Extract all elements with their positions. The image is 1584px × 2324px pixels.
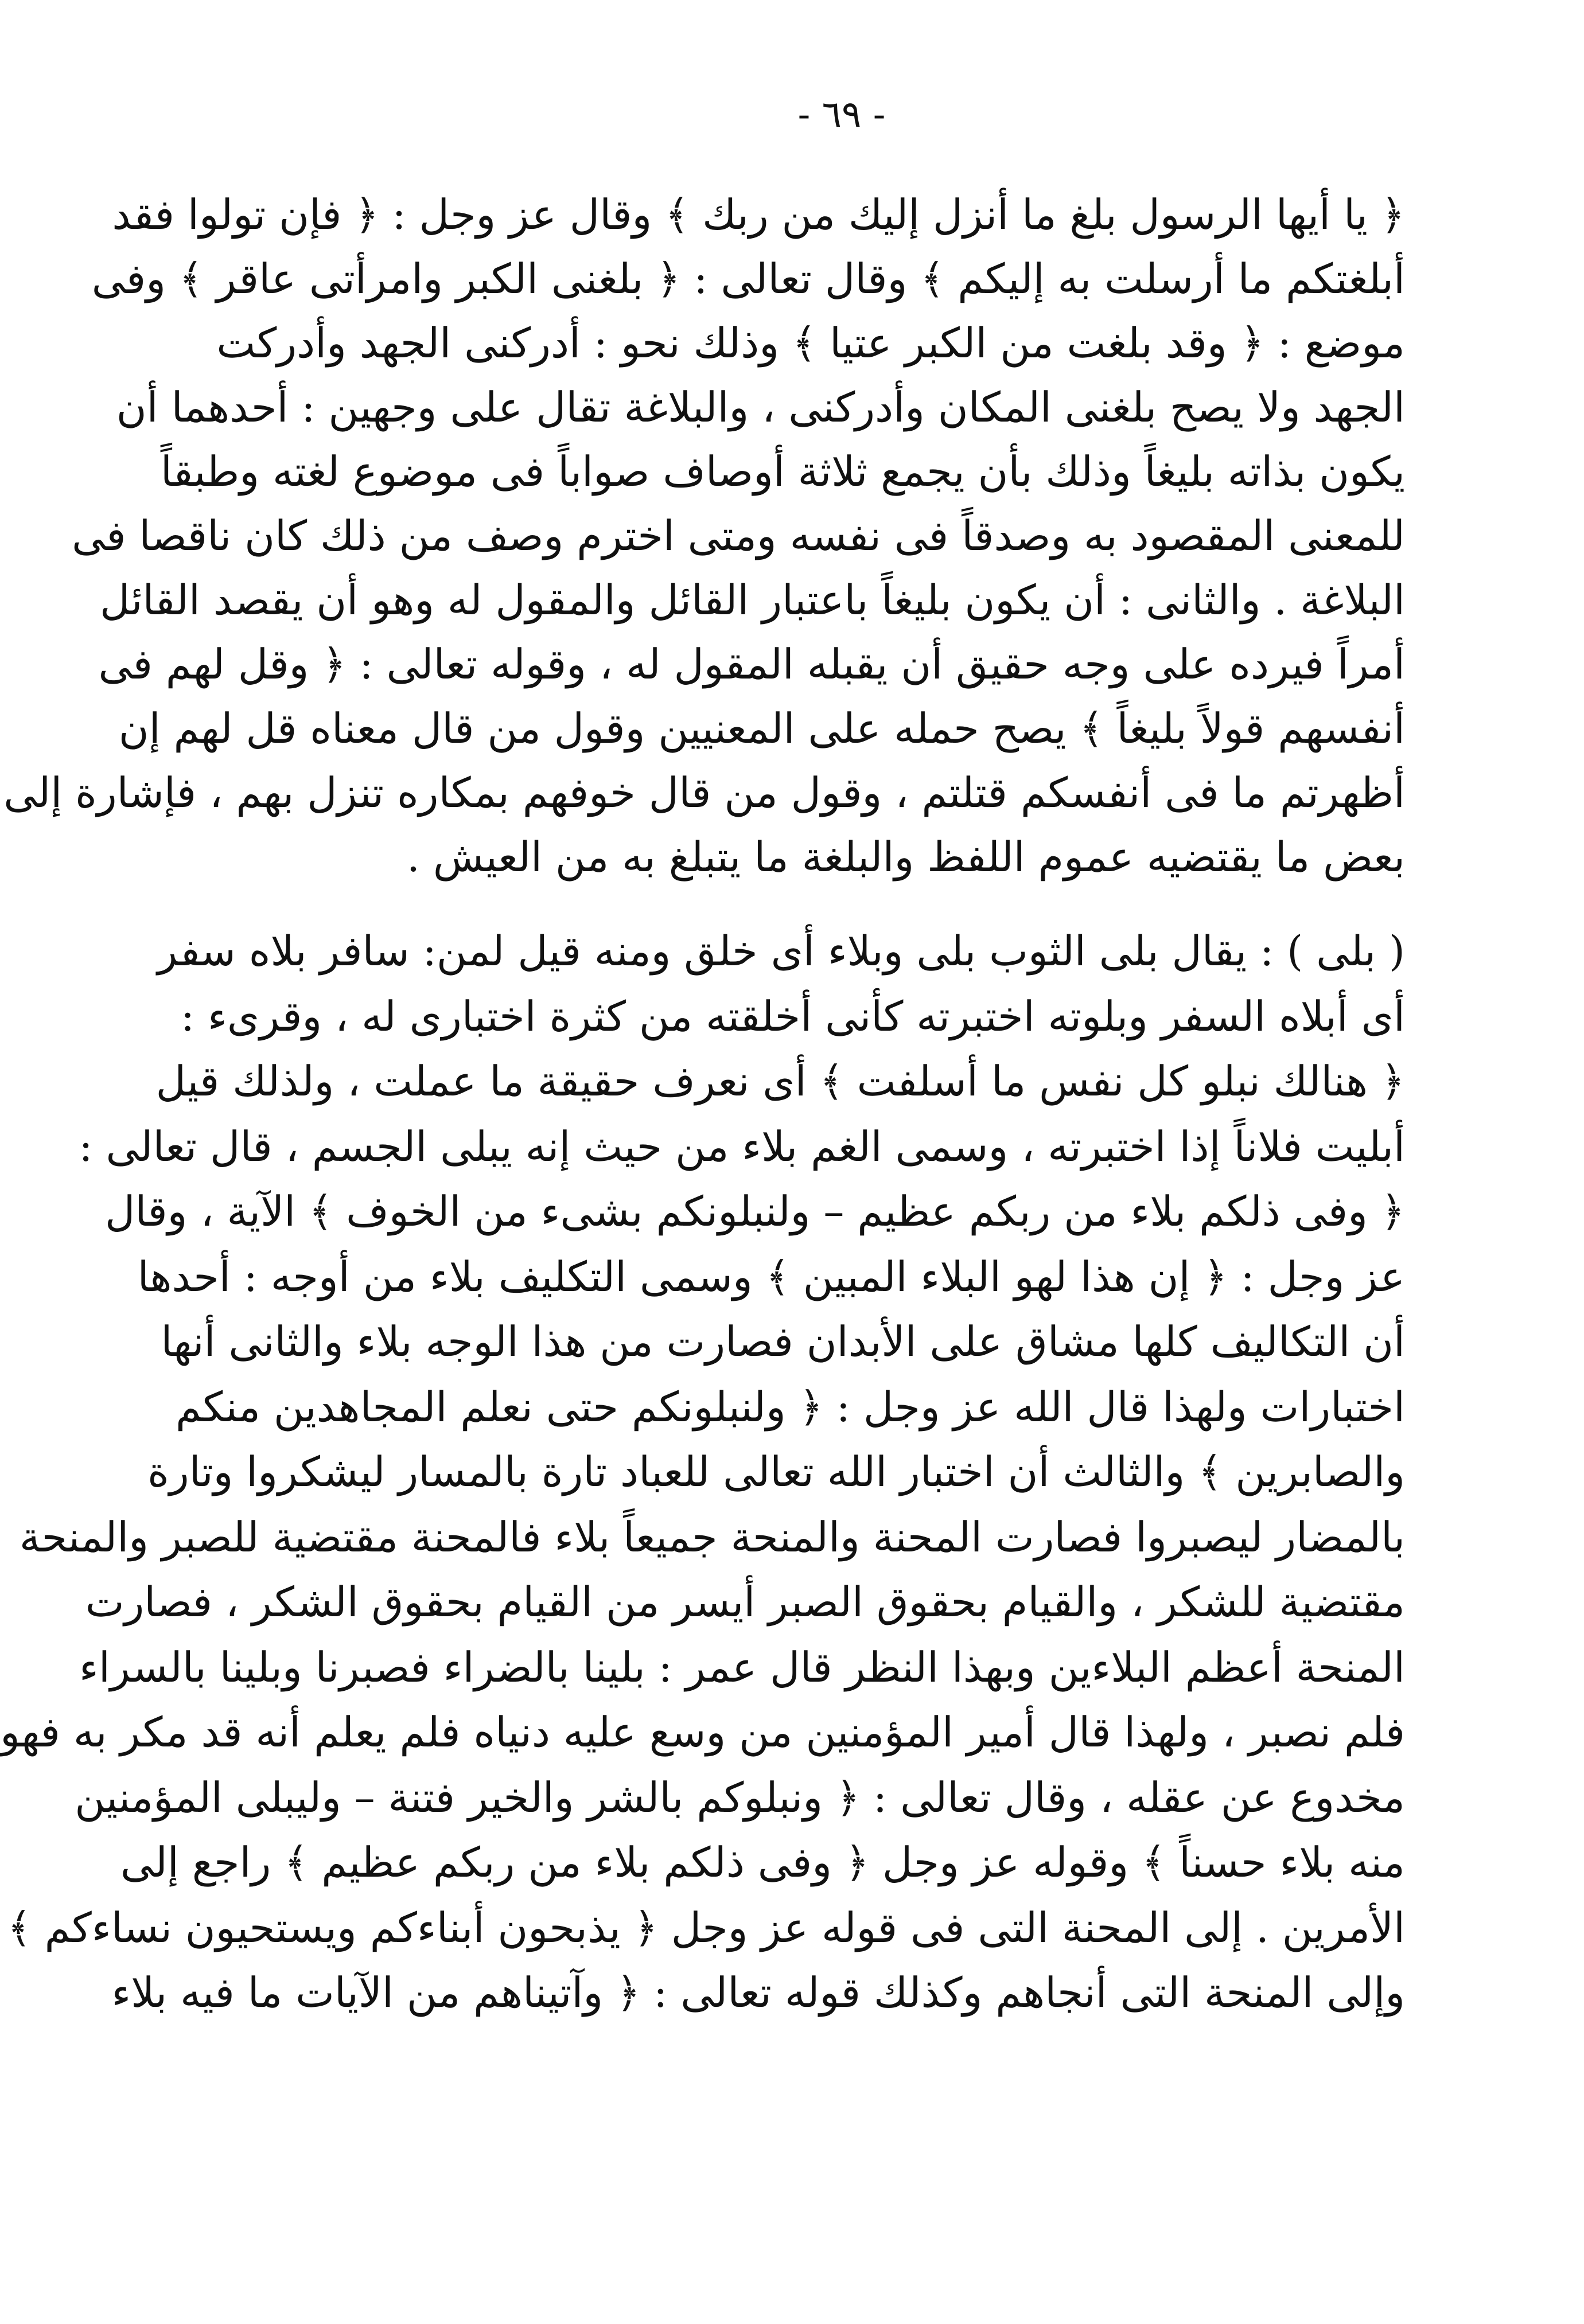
text-line: الجهد ولا يصح بلغنى المكان وأدركنى ، والبلاغة تقال على وجهين : أحدهما أن (116, 383, 1405, 431)
text-line: والصابرين ﴾ والثالث أن اختبار الله تعالى للعباد تارة بالمسار ليشكروا وتارة (147, 1448, 1405, 1496)
text-line: أظهرتم ما فى أنفسكم قتلتم ، وقول من قال خوفهم بمكاره تنزل بهم ، فإشارة إلى (3, 769, 1405, 817)
text-line: موضع : ﴿ وقد بلغت من الكبر عتيا ﴾ وذلك نحو : أدركنى الجهد وأدركت (216, 319, 1405, 367)
text-line: يكون بذاته بليغاً وذلك بأن يجمع ثلاثة أوصاف صواباً فى موضوع لغته وطبقاً (160, 447, 1405, 496)
text-line: أبلغتكم ما أرسلت به إليكم ﴾ وقال تعالى : ﴿ بلغنى الكبر وامرأتى عاقر ﴾ وفى (91, 255, 1405, 303)
text-line: أى أبلاه السفر وبلوته اختبرته كأنى أخلقته من كثرة اختبارى له ، وقرىء : (180, 992, 1405, 1040)
text-line: مخدوع عن عقله ، وقال تعالى : ﴿ ونبلوكم بالشر والخير فتنة – وليبلى المؤمنين (75, 1773, 1405, 1822)
text-line: أبليت فلاناً إذا اختبرته ، وسمى الغم بلاء من حيث إنه يبلى الجسم ، قال تعالى : (79, 1122, 1405, 1171)
text-line: مقتضية للشكر ، والقيام بحقوق الصبر أيسر من القيام بحقوق الشكر ، فصارت (85, 1578, 1405, 1626)
text-line: أن التكاليف كلها مشاق على الأبدان فصارت من هذا الوجه بلاء والثانى أنها (161, 1317, 1405, 1366)
text-line: وإلى المنحة التى أنجاهم وكذلك قوله تعالى : ﴿ وآتيناهم من الآيات ما فيه بلاء (111, 1968, 1405, 2017)
text-line: ﴿ يا أيها الرسول بلغ ما أنزل إليك من ربك ﴾ وقال عز وجل : ﴿ فإن تولوا فقد (112, 190, 1405, 239)
text-line: بالمضار ليصبروا فصارت المحنة والمنحة جميعاً بلاء فالمحنة مقتضية للصبر والمنحة (19, 1512, 1405, 1561)
text-line: ﴿ وفى ذلكم بلاء من ربكم عظيم – ولنبلونكم بشىء من الخوف ﴾ الآية ، وقال (105, 1187, 1405, 1235)
text-line: منه بلاء حسناً ﴾ وقوله عز وجل ﴿ وفى ذلكم بلاء من ربكم عظيم ﴾ راجع إلى (120, 1838, 1405, 1886)
text-line: ( بلى ) : يقال بلى الثوب بلى وبلاء أى خلق ومنه قيل لمن: سافر بلاه سفر (157, 927, 1405, 975)
text-line: الأمرين . إلى المحنة التى فى قوله عز وجل ﴿ يذبحون أبناءكم ويستحيون نساءكم ﴾ (7, 1903, 1405, 1952)
text-line: أنفسهم قولاً بليغاً ﴾ يصح حمله على المعنيين وقول من قال معناه قل لهم إن (118, 704, 1405, 752)
text-line: فلم نصبر ، ولهذا قال أمير المؤمنين من وسع عليه دنياه فلم يعلم أنه قد مكر به فهو (0, 1708, 1405, 1756)
page-number: - ٦٩ - (797, 93, 886, 136)
text-line: اختبارات ولهذا قال الله عز وجل : ﴿ ولنبلونكم حتى نعلم المجاهدين منكم (175, 1382, 1405, 1431)
paragraph-balagha (3, 182, 1405, 889)
text-line: أمراً فيرده على وجه حقيق أن يقبله المقول له ، وقوله تعالى : ﴿ وقل لهم فى (98, 640, 1405, 688)
paragraph-bala (0, 919, 1405, 2026)
text-line: ﴿ هنالك نبلو كل نفس ما أسلفت ﴾ أى نعرف حقيقة ما عملت ، ولذلك قيل (155, 1057, 1405, 1105)
text-line: بعض ما يقتضيه عموم اللفظ والبلغة ما يتبلغ به من العيش . (407, 833, 1405, 881)
text-line: عز وجل : ﴿ إن هذا لهو البلاء المبين ﴾ وسمى التكليف بلاء من أوجه : أحدها (137, 1252, 1405, 1301)
text-line: المنحة أعظم البلاءين وبهذا النظر قال عمر : بلينا بالضراء فصبرنا وبلينا بالسراء (79, 1643, 1405, 1691)
text-line: البلاغة . والثانى : أن يكون بليغاً باعتبار القائل والمقول له وهو أن يقصد القائل (99, 576, 1405, 624)
text-line: للمعنى المقصود به وصدقاً فى نفسه ومتى اخترم وصف من ذلك كان ناقصا فى (72, 512, 1405, 560)
